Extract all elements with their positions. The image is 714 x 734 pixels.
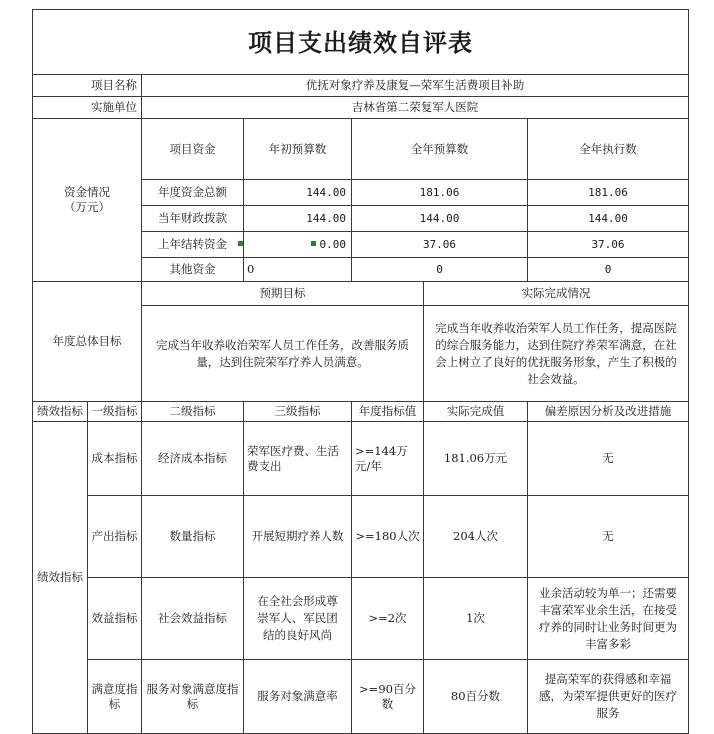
cell-marker bbox=[311, 241, 316, 246]
indicator-level3: 服务对象满意率 bbox=[244, 660, 352, 734]
indicator-deviation: 提高荣军的获得感和幸福感，为荣军提供更好的医疗服务 bbox=[528, 660, 689, 734]
indicator-header: 年度指标值 bbox=[352, 402, 424, 422]
indicator-target: >=90百分数 bbox=[352, 660, 424, 734]
funds-cell: 0 bbox=[352, 258, 528, 282]
indicator-level3: 在全社会形成尊崇军人、军民团结的良好风尚 bbox=[244, 578, 352, 660]
indicator-level2: 数量指标 bbox=[142, 496, 244, 578]
indicator-target: >=144万元/年 bbox=[352, 422, 424, 496]
unit-value: 吉林省第二荣复军人医院 bbox=[142, 97, 689, 119]
funds-cell: 0 bbox=[244, 258, 352, 282]
indicator-header: 实际完成值 bbox=[424, 402, 528, 422]
funds-cell: 144.00 bbox=[244, 206, 352, 232]
funds-cell: 37.06 bbox=[352, 232, 528, 258]
funds-header: 全年预算数 bbox=[352, 119, 528, 180]
cell-marker bbox=[238, 241, 243, 246]
funds-cell: 181.06 bbox=[528, 180, 689, 206]
indicator-header: 一级指标 bbox=[88, 402, 142, 422]
project-name-value: 优抚对象疗养及康复—荣军生活费项目补助 bbox=[142, 75, 689, 97]
indicator-level2: 经济成本指标 bbox=[142, 422, 244, 496]
indicator-deviation: 无 bbox=[528, 422, 689, 496]
indicator-deviation: 无 bbox=[528, 496, 689, 578]
indicator-actual: 181.06万元 bbox=[424, 422, 528, 496]
project-name-label: 项目名称 bbox=[33, 75, 142, 97]
funds-row-label: 年度资金总额 bbox=[142, 180, 244, 206]
indicator-header: 三级指标 bbox=[244, 402, 352, 422]
indicator-level3: 荣军医疗费、生活费支出 bbox=[244, 422, 352, 496]
funds-cell: 37.06 bbox=[528, 232, 689, 258]
indicator-header: 偏差原因分析及改进措施 bbox=[528, 402, 689, 422]
indicator-deviation: 业余活动较为单一；还需要丰富荣军业余生活，在接受疗养的同时让业务时间更为丰富多彩 bbox=[528, 578, 689, 660]
funds-row-label: 其他资金 bbox=[142, 258, 244, 282]
actual-goal-header: 实际完成情况 bbox=[424, 282, 689, 306]
funds-row-label: 上年结转资金 bbox=[142, 232, 244, 258]
indicator-level1: 满意度指标 bbox=[88, 660, 142, 734]
indicator-actual: 80百分数 bbox=[424, 660, 528, 734]
indicator-header: 二级指标 bbox=[142, 402, 244, 422]
funds-row-label: 当年财政拨款 bbox=[142, 206, 244, 232]
indicator-actual: 1次 bbox=[424, 578, 528, 660]
indicator-level3: 开展短期疗养人数 bbox=[244, 496, 352, 578]
indicator-section-label: 绩效指标 bbox=[33, 422, 88, 734]
unit-label: 实施单位 bbox=[33, 97, 142, 119]
indicator-target: >=180人次 bbox=[352, 496, 424, 578]
indicator-level1: 产出指标 bbox=[88, 496, 142, 578]
indicator-level2: 社会效益指标 bbox=[142, 578, 244, 660]
funds-header: 项目资金 bbox=[142, 119, 244, 180]
page-title: 项目支出绩效自评表 bbox=[33, 10, 689, 75]
funds-header: 全年执行数 bbox=[528, 119, 689, 180]
indicator-target: >=2次 bbox=[352, 578, 424, 660]
funds-cell: 0.00 bbox=[244, 232, 352, 258]
expected-goal-text: 完成当年收养收治荣军人员工作任务，改善服务质量，达到住院荣军疗养人员满意。 bbox=[142, 306, 424, 402]
funds-cell: 144.00 bbox=[528, 206, 689, 232]
indicator-actual: 204人次 bbox=[424, 496, 528, 578]
indicator-level1: 成本指标 bbox=[88, 422, 142, 496]
funds-cell: 0 bbox=[528, 258, 689, 282]
funds-cell: 144.00 bbox=[352, 206, 528, 232]
evaluation-sheet bbox=[32, 9, 688, 720]
goals-section-label: 年度总体目标 bbox=[33, 282, 142, 402]
indicator-header: 绩效指标 bbox=[33, 402, 88, 422]
evaluation-table bbox=[32, 9, 689, 734]
funds-header: 年初预算数 bbox=[244, 119, 352, 180]
funds-cell: 181.06 bbox=[352, 180, 528, 206]
indicator-level1: 效益指标 bbox=[88, 578, 142, 660]
actual-goal-text: 完成当年收养收治荣军人员工作任务，提高医院的综合服务能力，达到住院疗养荣军满意，在社会上树立了良好的优抚服务形象，产生了积极的社会效益。 bbox=[424, 306, 689, 402]
expected-goal-header: 预期目标 bbox=[142, 282, 424, 306]
funds-cell: 144.00 bbox=[244, 180, 352, 206]
indicator-level2: 服务对象满意度指标 bbox=[142, 660, 244, 734]
funds-section-label: 资金情况 （万元） bbox=[33, 119, 142, 282]
